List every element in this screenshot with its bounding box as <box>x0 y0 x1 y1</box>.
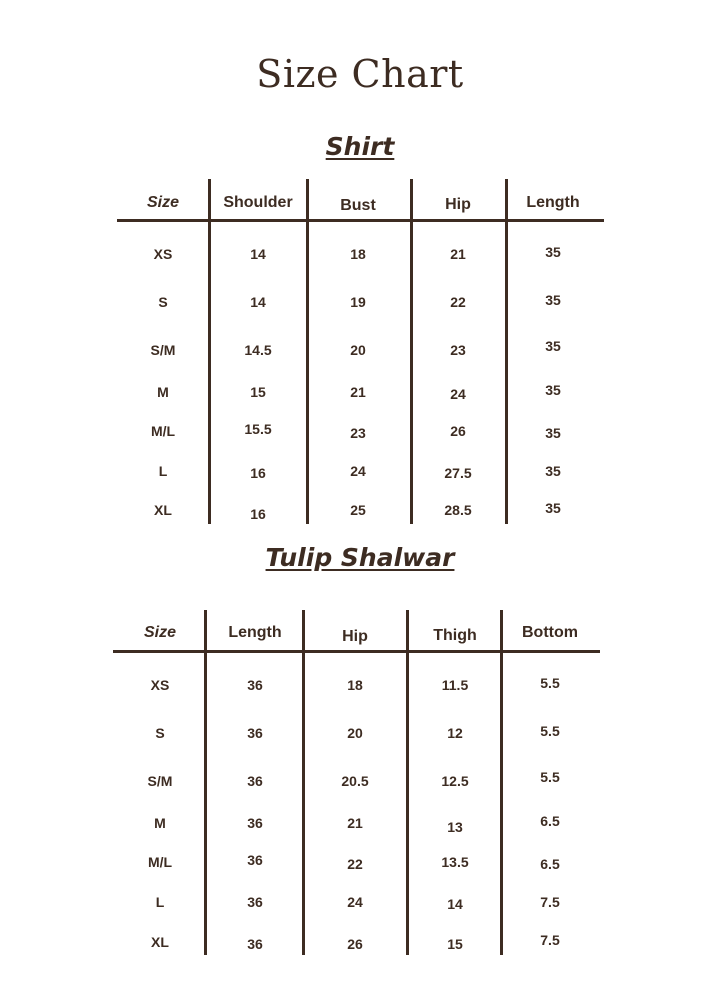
shalwar-cell: 6.5 <box>540 856 560 872</box>
shirt-cell: S <box>158 294 168 310</box>
shalwar-header-length: Length <box>228 624 282 641</box>
shirt-cell: 26 <box>450 423 466 439</box>
shalwar-cell: 12 <box>447 725 463 741</box>
shalwar-cell: 13.5 <box>441 854 469 870</box>
shirt-column-divider <box>505 179 508 524</box>
shirt-cell: 23 <box>350 425 366 441</box>
shirt-cell: 35 <box>545 292 561 308</box>
shirt-cell: S/M <box>150 342 176 358</box>
shalwar-cell: 7.5 <box>540 932 560 948</box>
shirt-header-shoulder: Shoulder <box>223 194 293 211</box>
shirt-cell: M/L <box>150 423 176 439</box>
shirt-cell: L <box>158 463 168 479</box>
shirt-cell: 20 <box>350 342 366 358</box>
shirt-cell: 35 <box>545 244 561 260</box>
shalwar-section-title: Tulip Shalwar <box>265 543 455 572</box>
shirt-cell: 15 <box>250 384 266 400</box>
shalwar-cell: M/L <box>147 854 173 870</box>
shirt-header-size: Size <box>146 194 179 211</box>
shalwar-cell: 7.5 <box>540 894 560 910</box>
shalwar-cell: 13 <box>447 819 463 835</box>
shalwar-cell: XS <box>150 677 170 693</box>
shalwar-cell: 36 <box>247 936 263 952</box>
shirt-section-title: Shirt <box>325 132 395 161</box>
shirt-cell: 16 <box>250 506 266 522</box>
shalwar-cell: 22 <box>347 856 363 872</box>
shirt-cell: 15.5 <box>244 421 272 437</box>
shirt-cell: 14 <box>250 246 266 262</box>
shirt-cell: 22 <box>450 294 466 310</box>
shirt-cell: 24 <box>350 463 366 479</box>
shalwar-header-thigh: Thigh <box>433 627 477 644</box>
shalwar-cell: 24 <box>347 894 363 910</box>
shirt-cell: 28.5 <box>444 502 472 518</box>
shalwar-cell: L <box>155 894 165 910</box>
shalwar-column-divider <box>302 610 305 955</box>
shirt-cell: M <box>157 384 169 400</box>
shirt-cell: 21 <box>350 384 366 400</box>
shalwar-header-bottom: Bottom <box>522 624 578 641</box>
shalwar-cell: 36 <box>247 894 263 910</box>
shalwar-cell: 36 <box>247 815 263 831</box>
shirt-cell: 14 <box>250 294 266 310</box>
shalwar-cell: 11.5 <box>441 677 469 693</box>
shirt-header-rule <box>117 219 604 222</box>
shalwar-cell: 12.5 <box>441 773 469 789</box>
shirt-header-length: Length <box>526 194 580 211</box>
shalwar-header-rule <box>113 650 600 653</box>
shirt-cell: 35 <box>545 463 561 479</box>
shirt-header-hip: Hip <box>445 196 471 213</box>
shalwar-header-size: Size <box>143 624 176 641</box>
shirt-cell: 24 <box>450 386 466 402</box>
shirt-cell: 18 <box>350 246 366 262</box>
shalwar-cell: 15 <box>447 936 463 952</box>
shalwar-cell: 14 <box>447 896 463 912</box>
shirt-cell: 21 <box>450 246 466 262</box>
shirt-cell: 35 <box>545 425 561 441</box>
shirt-column-divider <box>208 179 211 524</box>
shalwar-header-hip: Hip <box>342 628 368 645</box>
shalwar-cell: S/M <box>147 773 173 789</box>
shalwar-cell: 36 <box>247 725 263 741</box>
shirt-cell: 25 <box>350 502 366 518</box>
shalwar-cell: 26 <box>347 936 363 952</box>
shalwar-cell: 5.5 <box>540 675 560 691</box>
shalwar-cell: M <box>154 815 166 831</box>
shirt-cell: XL <box>154 502 172 518</box>
shirt-cell: 14.5 <box>244 342 272 358</box>
shalwar-cell: 36 <box>247 852 263 868</box>
shalwar-cell: 18 <box>347 677 363 693</box>
shalwar-cell: 5.5 <box>540 769 560 785</box>
page-title: Size Chart <box>256 52 464 96</box>
shirt-cell: 23 <box>450 342 466 358</box>
shalwar-cell: XL <box>151 934 169 950</box>
shirt-header-bust: Bust <box>340 197 376 214</box>
shirt-cell: 35 <box>545 500 561 516</box>
shirt-cell: 16 <box>250 465 266 481</box>
shalwar-cell: 36 <box>247 773 263 789</box>
shirt-cell: 27.5 <box>444 465 472 481</box>
shirt-cell: 35 <box>545 382 561 398</box>
shalwar-cell: 36 <box>247 677 263 693</box>
shalwar-cell: 20.5 <box>341 773 369 789</box>
shirt-cell: XS <box>153 246 173 262</box>
shirt-cell: 19 <box>350 294 366 310</box>
shalwar-column-divider <box>406 610 409 955</box>
shalwar-cell: 5.5 <box>540 723 560 739</box>
shalwar-cell: S <box>155 725 165 741</box>
shalwar-cell: 21 <box>347 815 363 831</box>
shalwar-column-divider <box>204 610 207 955</box>
shirt-cell: 35 <box>545 338 561 354</box>
shirt-column-divider <box>410 179 413 524</box>
shalwar-cell: 20 <box>347 725 363 741</box>
shalwar-column-divider <box>500 610 503 955</box>
shalwar-cell: 6.5 <box>540 813 560 829</box>
shirt-column-divider <box>306 179 309 524</box>
